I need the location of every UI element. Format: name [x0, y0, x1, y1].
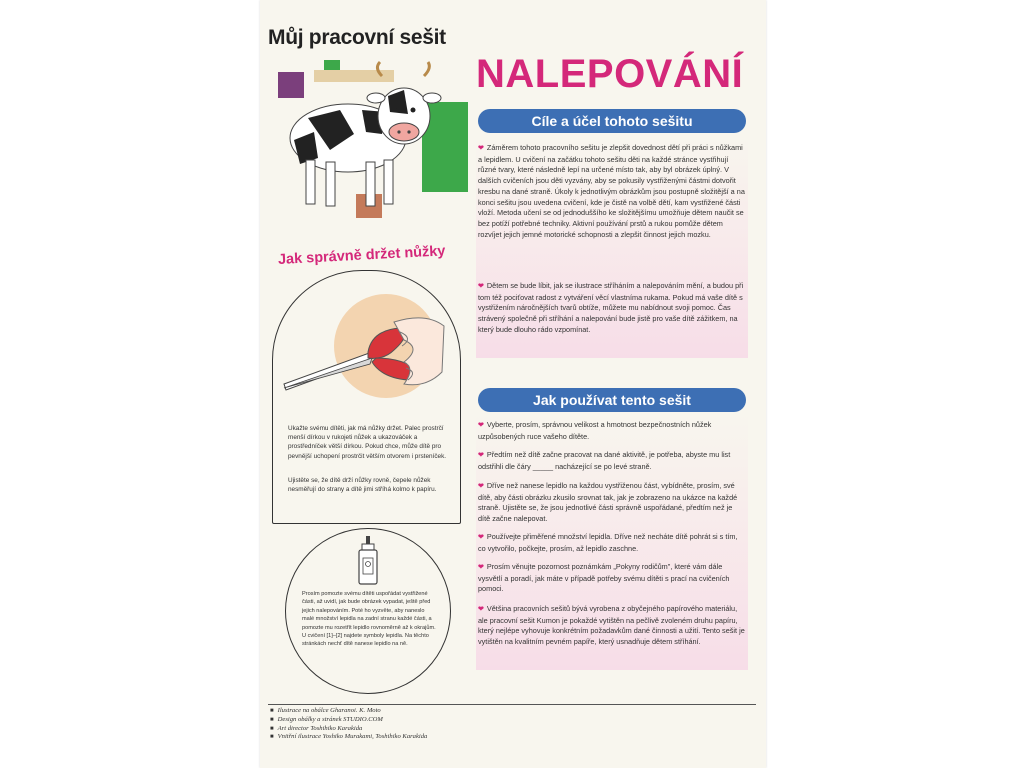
- goals-heading: Cíle a účel tohoto sešitu: [478, 109, 746, 133]
- heart-icon: ❤: [478, 606, 484, 613]
- credit-item: ■ Art director Toshihiko Karakida: [270, 725, 427, 734]
- credits-divider: [268, 704, 756, 705]
- goals-paragraph: ❤ Záměrem tohoto pracovního sešitu je zlepšit dovednost dětí při práci s nůžkami a lepidlem. U cvičení na začátku tohoto sešitu děti na každé stránce vystřihují různé tvary, které následně lepí na určené místo tak, aby byl obrázek úplný. V dalších cvičeních jsou děti vyzvány, aby se pokusily vystřiženými částmi dotvořit kresbu na dané straně. Úkoly k jednotlivým obrázkům jsou postupně složitější a na konci sešitu jsou uvedena cvičení, kde je čistě na volbě dětí, kam vystřižené části vloží. Metoda učení se od jednoduššího ke složitějšímu umožňuje dětem naučit se bez potíží potřebné techniky. Aktivní používání prstů a rukou pomůže dětem rozvíjet jejich jemné motorické schopnosti a zlepšit činnost jejich mozku.: [478, 143, 745, 239]
- credits-list: [270, 707, 427, 742]
- usage-paragraph: ❤ Prosím věnujte pozornost poznámkám „Pokyny rodičům", které vám dále vysvětlí a poradí, jak máte v případě potřeby svému dítěti s prací na cvičeních pomoci.: [478, 562, 730, 594]
- workbook-page: [260, 0, 766, 768]
- scissors-title: Jak správně držet nůžky: [277, 243, 446, 268]
- heart-icon: ❤: [478, 452, 484, 459]
- heart-icon: ❤: [478, 483, 484, 490]
- heart-icon: ❤: [478, 564, 484, 571]
- scissors-text: Ujistěte se, že dítě drží nůžky rovně, čepele nůžek nesměřují do strany a dítě jimi stříhá kolmo k papíru.: [288, 477, 437, 494]
- heart-icon: ❤: [478, 145, 484, 152]
- scissors-illustration: [276, 292, 456, 402]
- scissors-text: Ukažte svému dítěti, jak má nůžky držet. Palec prostrčí menší dírkou v rukojeti nůžek a ukazováček a prostředníček větší dírkou. Pokud chce, může dítě pro pevnější uchopení prostrčit větším otvorem i prsteníček.: [288, 425, 447, 460]
- cow-illustration: [270, 54, 470, 229]
- heart-icon: ❤: [478, 422, 484, 429]
- goals-paragraph: ❤ Dětem se bude líbit, jak se ilustrace stříháním a nalepováním mění, a budou při tom též pociťovat radost z vytváření věcí vlastníma rukama. Pokud má vaše dítě s vystřižením náročnějších tvarů obtíže, můžete mu nabídnout svoji pomoc. Čas strávený společně při stříhání a nalepování bude jistě pro vaše dítě zážitkem, na který bude dlouho rádo vzpomínat.: [478, 281, 744, 334]
- heart-icon: ❤: [478, 283, 484, 290]
- usage-heading: Jak používat tento sešit: [478, 388, 746, 412]
- workbook-title: NALEPOVÁNÍ: [476, 52, 744, 96]
- credit-item: ■ Design obálky a stránek STUDIO.COM: [270, 716, 427, 725]
- usage-paragraph: ❤ Předtím než dítě začne pracovat na dané aktivitě, je potřeba, abyste mu list odstřihli dle čáry _____ nacházející se po levé straně.: [478, 450, 731, 471]
- workbook-subtitle: Můj pracovní sešit: [268, 26, 446, 49]
- credit-item: ■ Ilustrace na obálce Gharanoi. K. Moto: [270, 707, 427, 716]
- usage-paragraph: ❤ Vyberte, prosím, správnou velikost a hmotnost bezpečnostních nůžek uzpůsobených ruce vašeho dítěte.: [478, 420, 712, 441]
- usage-paragraph: ❤ Dříve než nanese lepidlo na každou vystřiženou část, vybídněte, prosím, své dítě, aby části obrázku zkusilo srovnat tak, jak je zobrazeno na ukázce na každé straně. Ujistěte se, že jsou jednotlivé části správně uspořádané, předtím než je dítě začne nalepovat.: [478, 481, 738, 524]
- glue-text: Prosím pomozte svému dítěti uspořádat vystřižené části, až uvidí, jak bude obrázek vypadat, ještě před jejich nalepováním. Poté ho vyzvěte, aby naneslo malé množství lepidla na zadní stranu každé části, a pomozte mu rozetřít lepidlo rovnoměrně až k okrajům. U cvičení [1]–[2] najdete symboly lepidla. Na těchto stránkách nechť dítě nanese lepidlo na ně.: [302, 591, 436, 648]
- usage-paragraph: ❤ Používejte přiměřené množství lepidla. Dříve než necháte dítě pohrát si s tím, co vytvořilo, počkejte, prosím, až lepidlo zaschne.: [478, 532, 738, 553]
- glue-bottle-icon: [356, 534, 380, 586]
- heart-icon: ❤: [478, 534, 484, 541]
- usage-paragraph: ❤ Většina pracovních sešitů bývá vyrobena z obyčejného papírového materiálu, ale pracovní sešit Kumon je pokaždé vytištěn na pečlivě zvoleném druhu papíru, který nejlépe vyhovuje konkrétním požadavkům dané činnosti a užití. Tento sešit je vytištěn na kvalitním pevném papíře, který usnadňuje dětem stříhání.: [478, 604, 745, 647]
- credit-item: ■ Vnitřní ilustrace Yoshiko Murakami, Toshihiko Karakida: [270, 733, 427, 742]
